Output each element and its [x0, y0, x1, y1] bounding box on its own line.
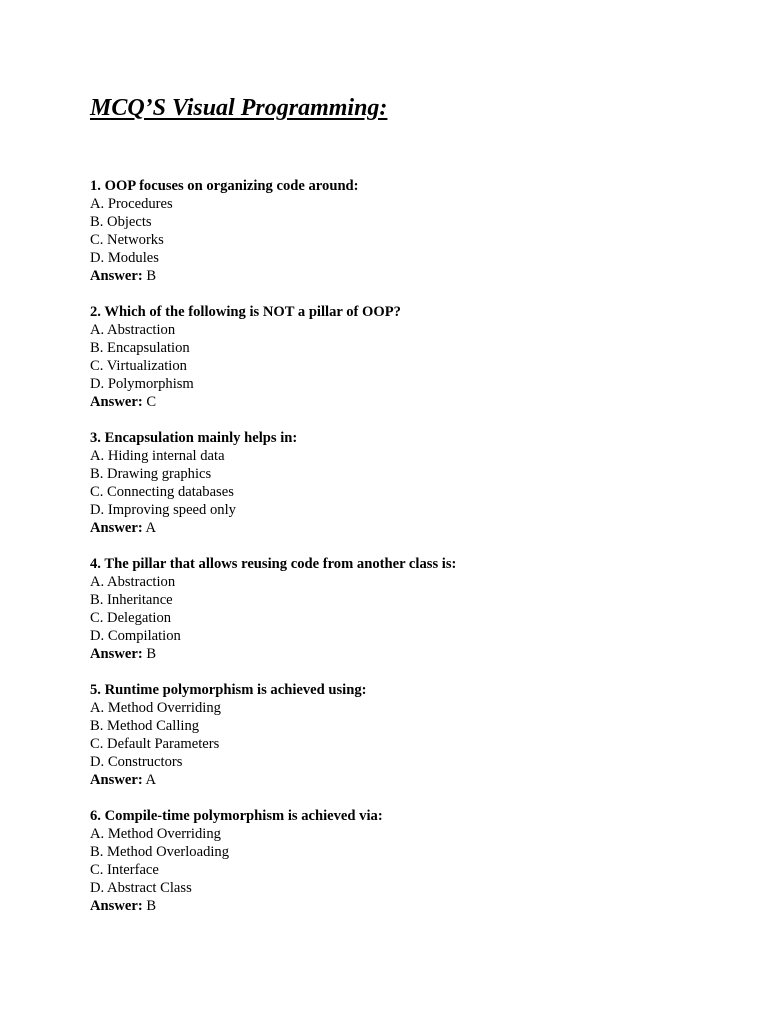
answer-option: D. Polymorphism — [90, 376, 194, 392]
question-prompt: The pillar that allows reusing code from another class is: — [104, 556, 457, 572]
answer-label: Answer: — [90, 268, 143, 284]
question-text — [90, 177, 456, 195]
answer-option: D. Modules — [90, 250, 159, 266]
answer-option: A. Procedures — [90, 196, 173, 212]
question-list — [90, 177, 456, 933]
question-text — [90, 555, 456, 573]
document-title: MCQ’S Visual Programming: — [90, 95, 388, 121]
answer-option: C. Networks — [90, 232, 164, 248]
answer-option: A. Method Overriding — [90, 700, 221, 716]
answer-option: A. Method Overriding — [90, 826, 221, 842]
answer-label: Answer: — [90, 772, 143, 788]
answer-option: B. Encapsulation — [90, 340, 190, 356]
question-number: 5. — [90, 682, 101, 698]
question-text — [90, 681, 456, 699]
question-number: 1. — [90, 178, 101, 194]
answer-option: C. Delegation — [90, 610, 172, 626]
answer-option: C. Connecting databases — [90, 484, 234, 500]
answer-label: Answer: — [90, 898, 143, 914]
answer-label: Answer: — [90, 394, 143, 410]
answer-label: Answer: — [90, 520, 143, 536]
question-prompt: Which of the following is NOT a pillar of OOP? — [104, 304, 401, 320]
answer-option: A. Hiding internal data — [90, 448, 225, 464]
question-number: 6. — [90, 808, 101, 824]
question-block — [90, 807, 456, 915]
answer-option: A. Abstraction — [90, 322, 176, 338]
answer-option: D. Compilation — [90, 628, 181, 644]
answer-option: C. Virtualization — [90, 358, 187, 374]
question-block — [90, 429, 456, 537]
question-text — [90, 303, 456, 321]
answer-line — [90, 645, 456, 663]
answer-option: C. Interface — [90, 862, 159, 878]
question-number: 4. — [90, 556, 101, 572]
question-prompt: Compile-time polymorphism is achieved via: — [104, 808, 383, 824]
answer-option: D. Improving speed only — [90, 502, 236, 518]
answer-option: A. Abstraction — [90, 574, 176, 590]
question-text — [90, 807, 456, 825]
answer-line — [90, 393, 456, 411]
question-block — [90, 177, 456, 285]
answer-option: B. Method Overloading — [90, 844, 230, 860]
answer-line — [90, 897, 456, 915]
answer-label: Answer: — [90, 646, 143, 662]
answer-value: A — [145, 520, 157, 536]
question-number: 3. — [90, 430, 101, 446]
answer-line — [90, 519, 456, 537]
answer-option: C. Default Parameters — [90, 736, 220, 752]
answer-option: D. Abstract Class — [90, 880, 192, 896]
answer-option: B. Objects — [90, 214, 152, 230]
answer-option: B. Method Calling — [90, 718, 200, 734]
answer-value: C — [146, 394, 157, 410]
question-block — [90, 681, 456, 789]
answer-value: B — [146, 898, 157, 914]
question-text — [90, 429, 456, 447]
question-block — [90, 303, 456, 411]
question-prompt: Encapsulation mainly helps in: — [104, 430, 298, 446]
answer-option: D. Constructors — [90, 754, 183, 770]
answer-line — [90, 267, 456, 285]
answer-option: B. Drawing graphics — [90, 466, 212, 482]
answer-value: B — [146, 268, 157, 284]
question-prompt: Runtime polymorphism is achieved using: — [104, 682, 367, 698]
answer-option: B. Inheritance — [90, 592, 173, 608]
answer-line — [90, 771, 456, 789]
question-block — [90, 555, 456, 663]
answer-value: B — [146, 646, 157, 662]
question-prompt: OOP focuses on organizing code around: — [104, 178, 359, 194]
answer-value: A — [145, 772, 157, 788]
question-number: 2. — [90, 304, 101, 320]
